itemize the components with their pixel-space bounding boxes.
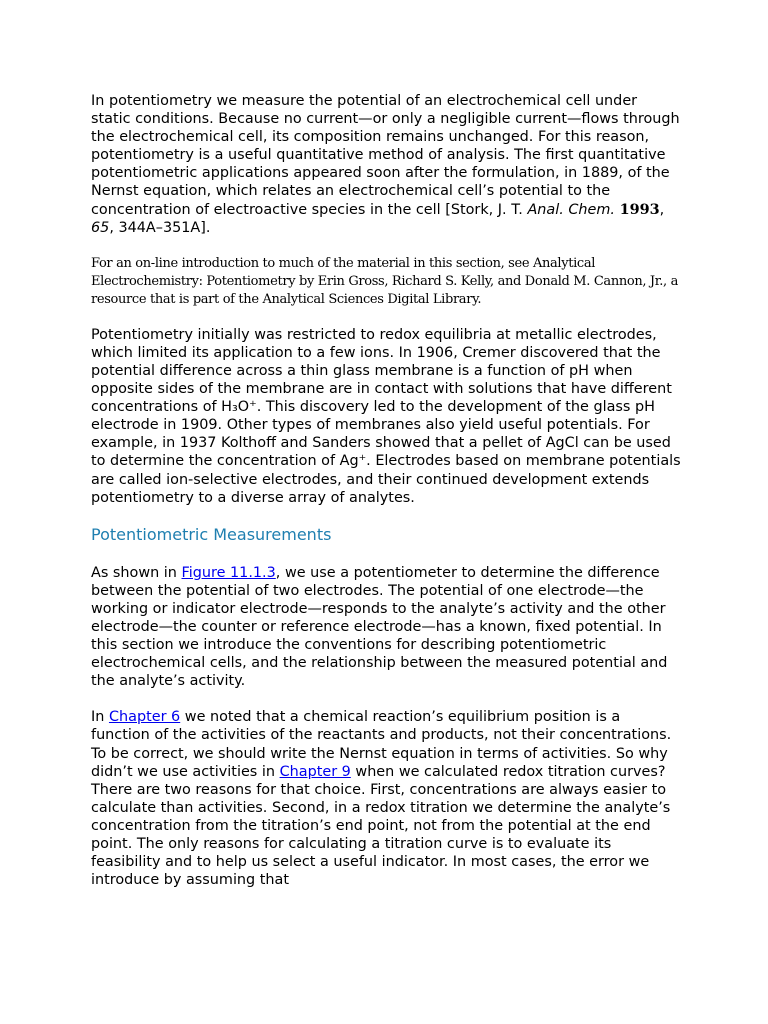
activities-paragraph: In Chapter 6 we noted that a chemical reaction’s equilibrium position is a function of the activities of the reactants and products, not their concentrations. To be correct, we should write the Nernst equation in terms of activities. So why didn’t we use activities in Chapter 9 when we calculated redox titration curves? There are two reasons for that choice. First, concentrations are always easier to calculate than activities. Second, in a redox titration we determine the analyte’s concentration from the titration’s end point, not from the potential at the end point. The only reasons for calculating a titration curve is to evaluate its feasibility and to help us select a useful indicator. In most cases, the error we introduce by assuming that <box>91 709 672 889</box>
citation-volume: 65 <box>91 219 110 236</box>
chapter-6-link[interactable]: Chapter 6 <box>108 709 181 726</box>
measurements-paragraph: As shown in Figure 11.1.3, we use a potentiometer to determine the difference between the potential of two electrodes. The potential of one electrode—the working or indicator electrode—responds to the analyte’s activity and the other electrode—the counter or reference electrode—has a known, fixed potential. In this section we introduce the conventions for describing potentiometric electrochemical cells, and the relationship between the measured potential and the analyte’s activity. <box>91 564 668 690</box>
history-paragraph <box>91 326 681 507</box>
citation-year: 1993 <box>619 200 660 218</box>
chapter-9-link[interactable]: Chapter 9 <box>279 763 351 780</box>
citation-pages: , 344A–351A]. <box>109 219 211 236</box>
figure-link[interactable]: Figure 11.1.3 <box>181 564 276 581</box>
document-page <box>91 92 681 889</box>
margin-note: For an on-line introduction to much of the material in this section, see Analytical Electrochemistry: Potentiometry by Erin Gross, Richard S. Kelly, and Donald M. Cannon, Jr., a resource that is part of the Analytical Sciences Digital Library. <box>91 255 678 307</box>
journal-name: Anal. Chem. <box>527 201 615 218</box>
history-text: Potentiometry initially was restricted to redox equilibria at metallic electrodes, which limited its application to a few ions. In 1906, Cremer discovered that the potential difference across a thin glass membrane is a function of pH when opposite sides of the membrane are in contact with solutions that have different concentrations of H₃O⁺. This discovery led to the development of the glass pH electrode in 1909. Other types of membranes also yield useful potentials. For example, in 1937 Kolthoff and Sanders showed that a pellet of AgCl can be used to determine the concentration of Ag⁺. Electrodes based on membrane potentials are called ion-selective electrodes, and their continued development extends potentiometry to a diverse array of analytes. <box>91 326 681 506</box>
intro-text: In potentiometry we measure the potential of an electrochemical cell under static conditions. Because no current—or only a negligible current—flows through the electrochemical cell, its composition remains unchanged. For this reason, potentiometry is a useful quantitative method of analysis. The first quantitative potentiometric applications appeared soon after the formulation, in 1889, of the Nernst equation, which relates an electrochemical cell’s potential to the concentration of electroactive species in the cell [Stork, J. T. <box>91 93 680 218</box>
section-heading: Potentiometric Measurements <box>91 524 332 544</box>
intro-paragraph: In potentiometry we measure the potential of an electrochemical cell under static conditions. Because no current—or only a negligible current—flows through the electrochemical cell, its composition remains unchanged. For this reason, potentiometry is a useful quantitative method of analysis. The first quantitative potentiometric applications appeared soon after the formulation, in 1889, of the Nernst equation, which relates an electrochemical cell’s potential to the concentration of electroactive species in the cell [Stork, J. T. Anal. Chem. 1993, 65, 344A–351A]. <box>91 93 680 236</box>
